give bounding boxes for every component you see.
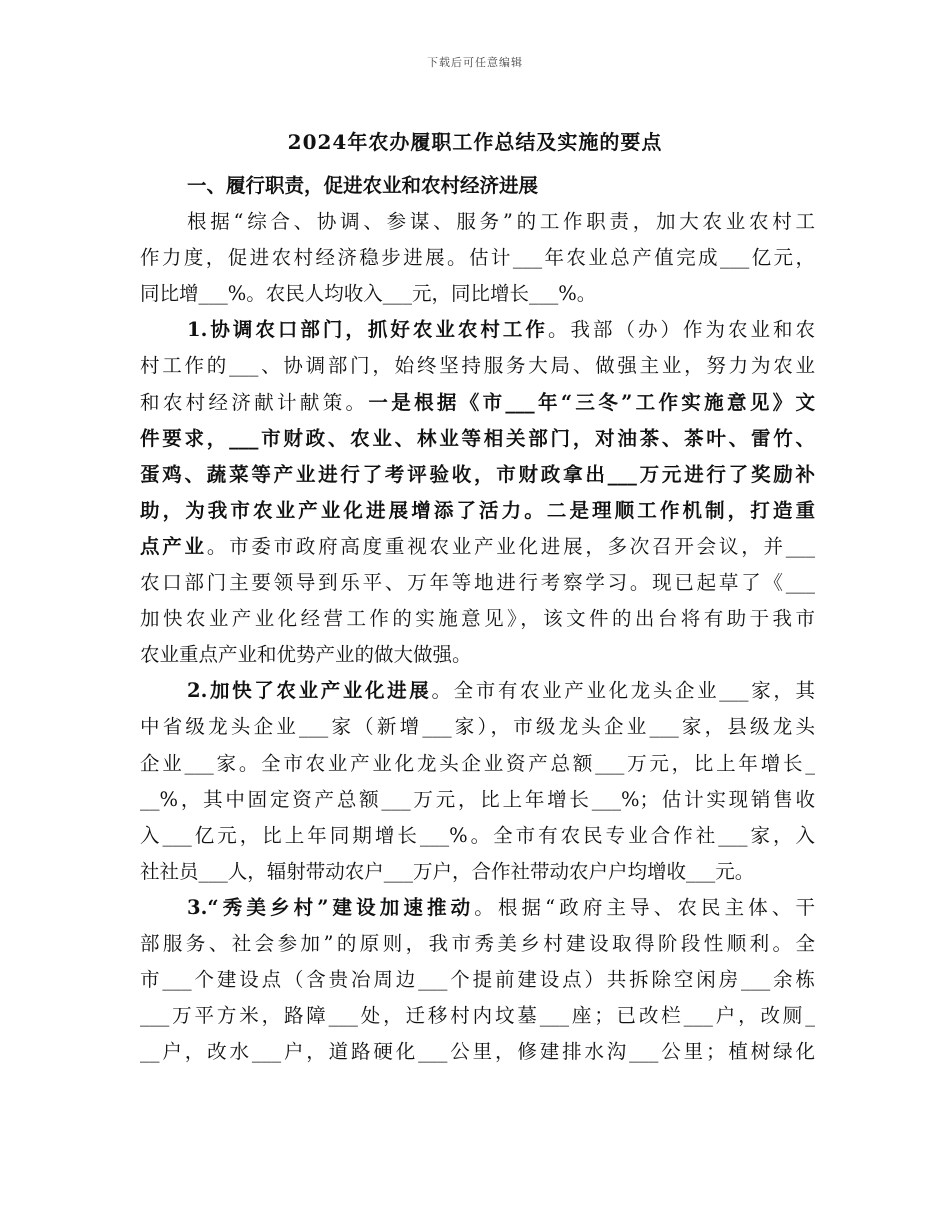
paragraph-line [140,385,815,421]
paragraph-line: 市___个建设点（含贵冶周边___个提前建设点）共拆除空闲房___余栋 [140,968,815,992]
paragraph-line: 农业重点产业和优势产业的做大做强。 [140,643,472,667]
paragraph-line: __户，改水___户，道路硬化___公里，修建排水沟___公里；植树绿化 [140,1040,815,1064]
paragraph-line: 作力度，促进农村经济稳步进展。估计___年农业总产值完成___亿元， [140,246,815,270]
paragraph-line: ___万平方米，路障___处，迁移村内坟墓___座；已改栏___户，改厕_ [140,1004,815,1028]
body-text: 。全市有农业产业化龙头企业___家，其 [431,679,815,703]
document-body [140,168,815,1070]
paragraph-line: __%，其中固定资产总额___万元，比上年增长___%；估计实现销售收 [140,787,815,811]
paragraph-line [140,529,815,565]
subheading-text: 1.协调农口部门，抓好农业农村工作 [187,318,548,342]
paragraph-line: 加快农业产业化经营工作的实施意见》，该文件的出台将有助于我市 [140,607,815,631]
paragraph-line: 村工作的___、协调部门，始终坚持服务大局、做强主业，努力为农业 [140,354,815,378]
paragraph-line: 件要求，___市财政、农业、林业等相关部门，对油茶、茶叶、雷竹、 [140,426,815,450]
paragraph-line: 根据“综合、协调、参谋、服务”的工作职责，加大农业农村工 [187,210,815,234]
paragraph-line: 部服务、社会参加”的原则，我市秀美乡村建设取得阶段性顺利。全 [140,931,815,955]
subheading-text: 3.“秀美乡村”建设加速推动 [187,895,475,919]
paragraph-line [140,673,815,709]
paragraph-line: 蛋鸡、蔬菜等产业进行了考评验收，市财政拿出___万元进行了奖励补 [140,462,815,486]
section-heading: 一、履行职责，促进农业和农村经济进展 [187,174,539,197]
paragraph-line: 同比增___%。农民人均收入___元，同比增长___%。 [140,282,597,306]
document-title: 2024年农办履职工作总结及实施的要点 [287,130,663,154]
body-text: 。根据“政府主导、农民主体、干 [474,895,815,919]
paragraph-line: 企业___家。全市农业产业化龙头企业资产总额___万元，比上年增长_ [140,751,815,775]
paragraph-line: 农口部门主要领导到乐平、万年等地进行考察学习。现已起草了《___ [140,571,815,595]
paragraph-line [140,890,815,926]
paragraph-line: 中省级龙头企业___家（新增___家），市级龙头企业___家，县级龙头 [140,715,815,739]
paragraph-line [140,312,815,348]
bold-text: 点产业 [140,534,207,558]
paragraph-line: 入___亿元，比上年同期增长___%。全市有农民专业合作社___家，入 [140,823,815,847]
bold-text: 一是根据《市___年“三冬”工作实施意见》文 [368,390,815,414]
body-text: 和农村经济献计献策。 [140,390,369,414]
header-note: 下载后可任意编辑 [427,56,523,69]
paragraph-line: 助，为我市农业产业化进展增添了活力。二是理顺工作机制，打造重 [140,498,815,522]
body-text: 。市委市政府高度重视农业产业化进展，多次召开会议，并___ [206,534,815,558]
body-text: 。我部（办）作为农业和农 [547,318,815,342]
paragraph-line: 社社员___人，辐射带动农户___万户，合作社带动农户户均增收___元。 [140,859,755,883]
subheading-text: 2.加快了农业产业化进展 [187,679,432,703]
